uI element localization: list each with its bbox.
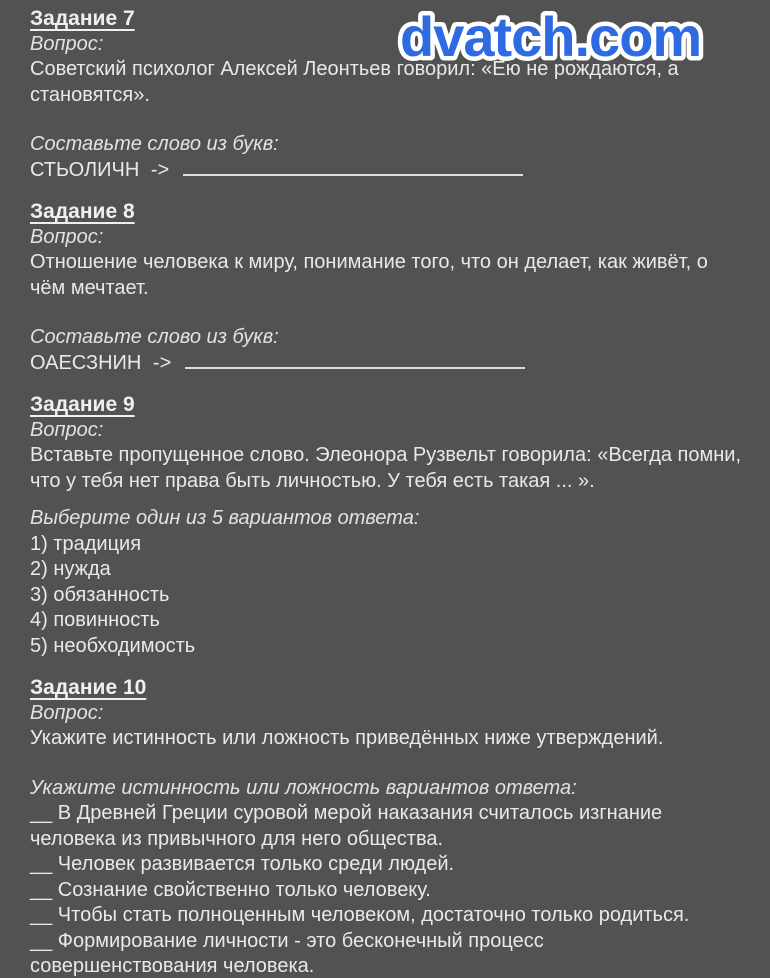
task-7-question-text: Советский психолог Алексей Леонтьев говорил: «Ею не рождаются, а становятся». <box>30 58 679 106</box>
task-10-statement-5: __ Формирование личности - это бесконечный процесс совершенствования человека. <box>30 929 544 977</box>
task-7-answer-blank <box>183 174 523 176</box>
task-9-option-2: 2) нужда <box>30 558 111 580</box>
task-9-title: Задание 9 <box>30 393 135 416</box>
watermark <box>396 4 768 70</box>
task-9-option-3: 3) обязанность <box>30 583 170 606</box>
task-8-instruction: Составьте слово из букв: <box>30 326 279 348</box>
task-7-anagram-line <box>30 158 746 184</box>
task-7-arrow: -> <box>150 158 170 181</box>
task-10-statement-1: __ В Древней Греции суровой мерой наказания считалось изгнание человека из привычного для него общества. <box>30 802 663 850</box>
task-9-option-5: 5) необходимость <box>30 634 196 657</box>
task-9-option-1: 1) традиция <box>30 532 142 555</box>
task-8-title: Задание 8 <box>30 200 135 223</box>
task-10-question-text: Укажите истинность или ложность приведённых ниже утверждений. <box>30 727 664 749</box>
task-10-statement-2: __ Человек развивается только среди людей. <box>30 853 455 875</box>
task-10-title: Задание 10 <box>30 676 147 699</box>
task-7-instruction: Составьте слово из букв: <box>30 133 279 155</box>
task-10 <box>30 675 746 978</box>
task-9-options <box>30 532 746 660</box>
task-8 <box>30 199 746 376</box>
task-9 <box>30 392 746 659</box>
task-9-instruction: Выберите один из 5 вариантов ответа: <box>30 507 420 529</box>
task-9-option-4: 4) повинность <box>30 609 160 631</box>
task-7-anagram-letters: СТЬОЛИЧН <box>30 158 140 181</box>
task-10-statement-4: __ Чтобы стать полноценным человеком, достаточно только родиться. <box>30 904 690 926</box>
task-7-question-label: Вопрос: <box>30 32 104 55</box>
task-8-question-label: Вопрос: <box>30 225 104 248</box>
task-8-question-text: Отношение человека к миру, понимание того, что он делает, как живёт, о чём мечтает. <box>30 251 708 299</box>
task-10-question-label: Вопрос: <box>30 701 104 724</box>
task-9-question-label: Вопрос: <box>30 418 104 441</box>
task-8-arrow: -> <box>152 351 172 374</box>
task-8-answer-blank <box>185 367 525 369</box>
task-10-statement-3: __ Сознание свойственно только человеку. <box>30 878 431 901</box>
task-7-title: Задание 7 <box>30 7 135 30</box>
task-9-question-text: Вставьте пропущенное слово. Элеонора Рузвельт говорила: «Всегда помни, что у тебя нет права быть личностью. У тебя есть такая ... ». <box>30 444 742 492</box>
task-8-anagram-line <box>30 351 746 377</box>
task-10-instruction: Укажите истинность или ложность вариантов ответа: <box>30 776 577 799</box>
watermark-text: dvatch.com <box>400 5 702 68</box>
task-10-statements <box>30 801 746 978</box>
task-8-anagram-letters: ОАЕСЗНИН <box>30 351 142 374</box>
